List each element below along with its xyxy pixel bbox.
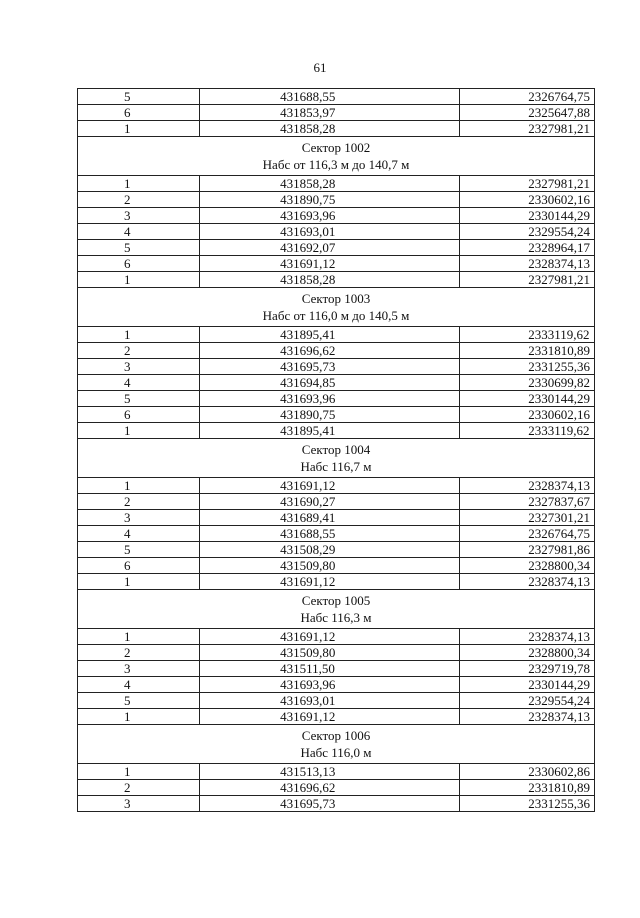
y-coordinate: 2330144,29 [460, 677, 595, 693]
x-coordinate: 431693,01 [200, 693, 460, 709]
page-number: 61 [313, 60, 327, 75]
point-number: 3 [78, 796, 200, 812]
y-coordinate: 2327837,67 [460, 494, 595, 510]
x-coordinate: 431895,41 [200, 327, 460, 343]
x-coordinate: 431691,12 [200, 256, 460, 272]
sector-title: Сектор 1004 [301, 442, 371, 457]
sector-header-row [78, 288, 595, 327]
point-row [78, 359, 595, 375]
y-coordinate: 2330602,86 [460, 764, 595, 780]
point-number: 1 [78, 629, 200, 645]
point-row [78, 105, 595, 121]
point-number: 1 [78, 327, 200, 343]
y-coordinate: 2327301,21 [460, 510, 595, 526]
point-row [78, 510, 595, 526]
y-coordinate: 2330144,29 [460, 208, 595, 224]
point-row [78, 89, 595, 105]
point-number: 1 [78, 478, 200, 494]
y-coordinate: 2328800,34 [460, 645, 595, 661]
point-number: 6 [78, 105, 200, 121]
point-row [78, 391, 595, 407]
x-coordinate: 431890,75 [200, 407, 460, 423]
sector-header-cell [78, 439, 595, 478]
point-row [78, 272, 595, 288]
y-coordinate: 2328964,17 [460, 240, 595, 256]
point-row [78, 478, 595, 494]
x-coordinate: 431691,12 [200, 478, 460, 494]
y-coordinate: 2328374,13 [460, 574, 595, 590]
point-row [78, 574, 595, 590]
sector-height-range: Набс 116,0 м [300, 745, 372, 760]
y-coordinate: 2331255,36 [460, 359, 595, 375]
point-number: 4 [78, 375, 200, 391]
point-row [78, 224, 595, 240]
sector-header-row [78, 590, 595, 629]
y-coordinate: 2329719,78 [460, 661, 595, 677]
y-coordinate: 2327981,86 [460, 542, 595, 558]
point-number: 5 [78, 391, 200, 407]
point-number: 3 [78, 208, 200, 224]
point-number: 3 [78, 510, 200, 526]
point-row [78, 780, 595, 796]
sector-height-range: Набс 116,3 м [300, 610, 372, 625]
y-coordinate: 2325647,88 [460, 105, 595, 121]
x-coordinate: 431691,12 [200, 629, 460, 645]
sector-header-row [78, 137, 595, 176]
y-coordinate: 2330699,82 [460, 375, 595, 391]
y-coordinate: 2328374,13 [460, 709, 595, 725]
x-coordinate: 431890,75 [200, 192, 460, 208]
sector-title: Сектор 1006 [301, 728, 371, 743]
point-row [78, 192, 595, 208]
y-coordinate: 2328374,13 [460, 256, 595, 272]
x-coordinate: 431695,73 [200, 796, 460, 812]
point-row [78, 327, 595, 343]
y-coordinate: 2329554,24 [460, 224, 595, 240]
point-row [78, 121, 595, 137]
sector-header-cell [78, 725, 595, 764]
point-row [78, 661, 595, 677]
x-coordinate: 431509,80 [200, 645, 460, 661]
point-row [78, 375, 595, 391]
x-coordinate: 431688,55 [200, 89, 460, 105]
point-number: 1 [78, 423, 200, 439]
point-row [78, 240, 595, 256]
sector-header-row [78, 439, 595, 478]
point-row [78, 677, 595, 693]
y-coordinate: 2326764,75 [460, 526, 595, 542]
point-number: 5 [78, 240, 200, 256]
point-row [78, 764, 595, 780]
point-number: 3 [78, 359, 200, 375]
point-number: 6 [78, 407, 200, 423]
point-number: 4 [78, 677, 200, 693]
x-coordinate: 431696,62 [200, 780, 460, 796]
point-row [78, 693, 595, 709]
x-coordinate: 431692,07 [200, 240, 460, 256]
x-coordinate: 431696,62 [200, 343, 460, 359]
x-coordinate: 431690,27 [200, 494, 460, 510]
point-number: 4 [78, 224, 200, 240]
x-coordinate: 431693,96 [200, 677, 460, 693]
point-number: 1 [78, 176, 200, 192]
x-coordinate: 431695,73 [200, 359, 460, 375]
x-coordinate: 431508,29 [200, 542, 460, 558]
x-coordinate: 431858,28 [200, 121, 460, 137]
x-coordinate: 431689,41 [200, 510, 460, 526]
coordinates-table [77, 88, 595, 812]
y-coordinate: 2328374,13 [460, 478, 595, 494]
sector-header-cell [78, 590, 595, 629]
sector-title: Сектор 1005 [301, 593, 371, 608]
point-row [78, 494, 595, 510]
x-coordinate: 431895,41 [200, 423, 460, 439]
y-coordinate: 2330602,16 [460, 192, 595, 208]
point-number: 5 [78, 89, 200, 105]
y-coordinate: 2327981,21 [460, 176, 595, 192]
y-coordinate: 2331255,36 [460, 796, 595, 812]
sector-header-row [78, 725, 595, 764]
x-coordinate: 431693,96 [200, 208, 460, 224]
point-row [78, 208, 595, 224]
point-number: 6 [78, 558, 200, 574]
y-coordinate: 2326764,75 [460, 89, 595, 105]
y-coordinate: 2333119,62 [460, 423, 595, 439]
point-row [78, 709, 595, 725]
point-number: 3 [78, 661, 200, 677]
point-number: 1 [78, 574, 200, 590]
sector-height-range: Набс от 116,0 м до 140,5 м [262, 308, 410, 323]
y-coordinate: 2328800,34 [460, 558, 595, 574]
point-number: 5 [78, 693, 200, 709]
sector-header-cell [78, 137, 595, 176]
point-row [78, 542, 595, 558]
point-row [78, 645, 595, 661]
point-row [78, 407, 595, 423]
x-coordinate: 431858,28 [200, 272, 460, 288]
point-row [78, 176, 595, 192]
point-row [78, 256, 595, 272]
point-number: 2 [78, 192, 200, 208]
x-coordinate: 431693,96 [200, 391, 460, 407]
y-coordinate: 2328374,13 [460, 629, 595, 645]
point-number: 2 [78, 494, 200, 510]
y-coordinate: 2327981,21 [460, 272, 595, 288]
point-number: 2 [78, 780, 200, 796]
point-number: 2 [78, 343, 200, 359]
point-number: 4 [78, 526, 200, 542]
point-row [78, 796, 595, 812]
y-coordinate: 2331810,89 [460, 780, 595, 796]
point-row [78, 558, 595, 574]
point-number: 1 [78, 272, 200, 288]
x-coordinate: 431688,55 [200, 526, 460, 542]
point-row [78, 423, 595, 439]
y-coordinate: 2330602,16 [460, 407, 595, 423]
point-number: 1 [78, 121, 200, 137]
point-number: 5 [78, 542, 200, 558]
sector-title: Сектор 1002 [301, 140, 371, 155]
sector-height-range: Набс 116,7 м [300, 459, 372, 474]
point-row [78, 526, 595, 542]
y-coordinate: 2331810,89 [460, 343, 595, 359]
x-coordinate: 431691,12 [200, 709, 460, 725]
x-coordinate: 431853,97 [200, 105, 460, 121]
sector-height-range: Набс от 116,3 м до 140,7 м [262, 157, 410, 172]
x-coordinate: 431858,28 [200, 176, 460, 192]
y-coordinate: 2327981,21 [460, 121, 595, 137]
y-coordinate: 2329554,24 [460, 693, 595, 709]
point-row [78, 343, 595, 359]
x-coordinate: 431511,50 [200, 661, 460, 677]
sector-title: Сектор 1003 [301, 291, 371, 306]
point-number: 2 [78, 645, 200, 661]
x-coordinate: 431693,01 [200, 224, 460, 240]
x-coordinate: 431691,12 [200, 574, 460, 590]
x-coordinate: 431694,85 [200, 375, 460, 391]
coordinates-table-body [78, 89, 595, 812]
point-number: 1 [78, 764, 200, 780]
y-coordinate: 2330144,29 [460, 391, 595, 407]
x-coordinate: 431509,80 [200, 558, 460, 574]
x-coordinate: 431513,13 [200, 764, 460, 780]
point-row [78, 629, 595, 645]
sector-header-cell [78, 288, 595, 327]
point-number: 1 [78, 709, 200, 725]
point-number: 6 [78, 256, 200, 272]
y-coordinate: 2333119,62 [460, 327, 595, 343]
